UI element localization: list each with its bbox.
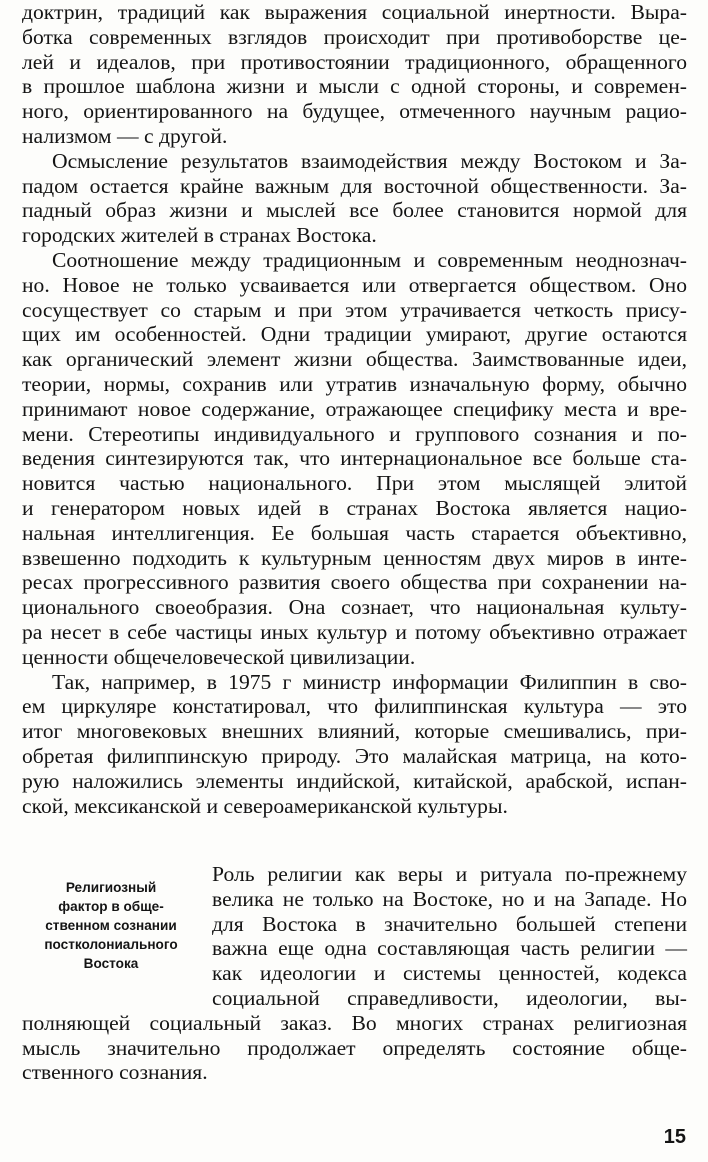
text-line: Осмысление результатов взаимодействия между Востоком и За- — [52, 148, 687, 173]
text-line: ботка современных взглядов происходит при противоборстве це- — [22, 24, 687, 49]
sidenote-heading — [22, 878, 200, 973]
text-line: Соотношение между традиционным и современным неоднознач- — [52, 247, 687, 272]
sidenote-line: постколониального — [44, 937, 178, 952]
text-line: ценности общечеловеческой цивилизации. — [22, 644, 416, 669]
text-line: велика не только на Востоке, но и на Западе. Но — [212, 886, 687, 911]
religion-section — [22, 862, 687, 1085]
page-number: 15 — [663, 1126, 686, 1148]
section-full-text — [22, 1011, 687, 1085]
text-line: обретая филиппинскую природу. Это малайская матрица, на кото- — [22, 743, 687, 768]
sidenote-line: Востока — [83, 956, 139, 971]
text-line: ской, мексиканской и североамериканской культуры. — [22, 793, 508, 818]
text-line: взвешенно подходить к культурным ценностям двух миров в инте- — [22, 545, 687, 570]
text-line: нализмом — с другой. — [22, 123, 228, 148]
paragraph-1 — [22, 0, 687, 149]
text-line: ного, ориентированного на будущее, отмеченного научным рацио- — [22, 99, 687, 124]
text-line: городских жителей в странах Востока. — [22, 223, 377, 248]
text-line: Роль религии как веры и ритуала по-прежнему — [212, 862, 687, 886]
text-line: ционального своеобразия. Она сознает, что национальная культу- — [22, 595, 687, 620]
text-line: итог многовековых внешних влияний, которые смешивались, при- — [22, 719, 687, 744]
text-line: падом остается крайне важным для восточной общественности. За- — [22, 173, 687, 198]
sidenote-line: фактор в обще- — [58, 899, 164, 914]
text-line: ресах прогрессивного развития своего общества при сохранении на- — [22, 570, 687, 595]
text-line: доктрин, традиций как выражения социальной инертности. Выра- — [22, 0, 687, 24]
text-line: сосуществует со старым и при этом утрачивается четкость прису- — [22, 297, 687, 322]
text-line: важна еще одна составляющая часть религии — — [212, 936, 687, 961]
text-line: ра несет в себе частицы иных культур и потому объективно отражает — [22, 619, 687, 644]
text-line: мысль значительно продолжает определять состояние обще- — [22, 1035, 687, 1060]
text-line: рую наложились элементы индийской, китайской, арабской, испан- — [22, 768, 687, 793]
text-line: Так, например, в 1975 г министр информации Филиппин в сво- — [52, 669, 687, 694]
text-line: как органический элемент жизни общества. Заимствованные идеи, — [22, 347, 687, 372]
section-inset-text — [212, 862, 687, 1011]
text-line: социальной справедливости, идеологии, вы- — [212, 985, 687, 1010]
paragraph-2 — [22, 149, 687, 248]
main-text — [22, 0, 687, 818]
text-line: полняющей социальный заказ. Во многих странах религиозная — [22, 1010, 687, 1035]
text-line: мени. Стереотипы индивидуального и группового сознания и по- — [22, 421, 687, 446]
sidenote-line: Религиозный — [65, 880, 157, 895]
text-line: как идеологии и системы ценностей, кодекса — [212, 961, 687, 986]
text-line: ведения синтезируются так, что интернациональное все больше ста- — [22, 446, 687, 471]
text-line: лей и идеалов, при противостоянии традиционного, обращенного — [22, 49, 687, 74]
text-line: но. Новое не только усваивается или отвергается обществом. Оно — [22, 272, 687, 297]
text-line: ственного сознания. — [22, 1060, 208, 1085]
text-line: для Востока в значительно большей степени — [212, 911, 687, 936]
text-line: в прошлое шаблона жизни и мысли с одной стороны, и современ- — [22, 74, 687, 99]
text-line: и генератором новых идей в странах Востока является нацио- — [22, 495, 687, 520]
text-line: ем циркуляре констатировал, что филиппинская культура — это — [22, 694, 687, 719]
text-line: щих им особенностей. Одни традиции умирают, другие остаются — [22, 322, 687, 347]
text-line: теории, нормы, сохранив или утратив изначальную форму, обычно — [22, 371, 687, 396]
text-line: падный образ жизни и мыслей все более становится нормой для — [22, 198, 687, 223]
paragraph-3 — [22, 248, 687, 670]
paragraph-4 — [22, 670, 687, 819]
text-line: принимают новое содержание, отражающее специфику места и вре- — [22, 396, 687, 421]
sidenote-line: ственном сознании — [45, 918, 177, 933]
text-line: нальная интеллигенция. Ее большая часть старается объективно, — [22, 520, 687, 545]
text-line: новится частью национального. При этом мыслящей элитой — [22, 471, 687, 496]
